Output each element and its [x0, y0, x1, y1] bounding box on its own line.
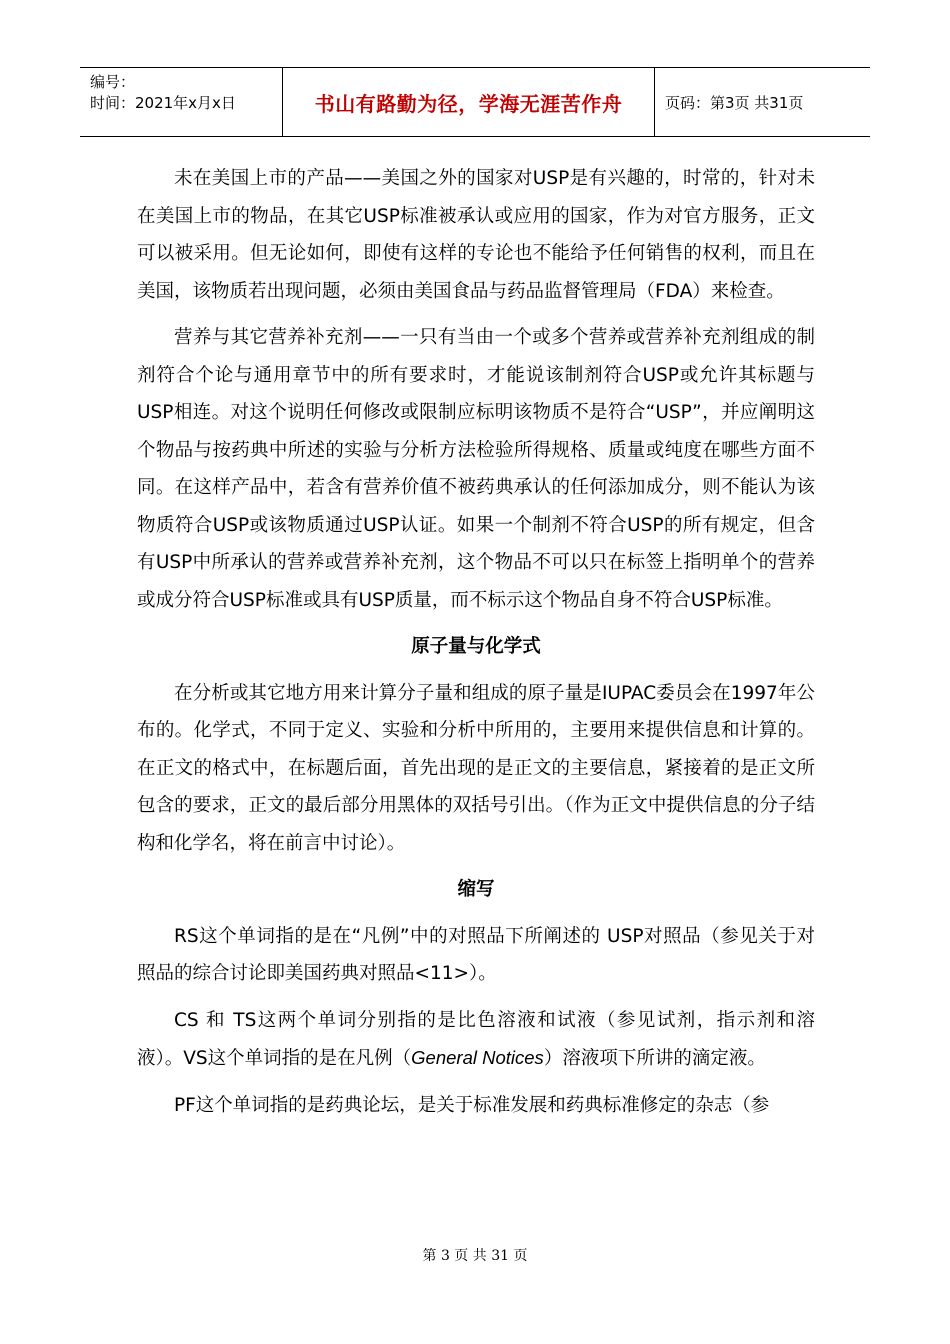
header-number: 编号： [90, 73, 136, 91]
section-title-atomic-weights: 原子量与化学式 [411, 636, 541, 657]
paragraph-rs: RS这个单词指的是在“凡例”中的对照品下所阐述的 USP对照品（参见关于对照品的综合讨论即美国药典对照品<11>）。 [137, 925, 815, 984]
header-meta [80, 68, 283, 136]
paragraph-pf: PF这个单词指的是药典论坛，是关于标准发展和药典标准修定的杂志（参 [174, 1094, 770, 1116]
paragraph-cs-ts-text-b: ）溶液项下所讲的滴定液。 [543, 1048, 766, 1069]
document-body [137, 160, 815, 1133]
paragraph-atomic-weights: 在分析或其它地方用来计算分子量和组成的原子量是IUPAC委员会在1997年公布的。化学式，不同于定义、实验和分析中所用的，主要用来提供信息和计算的。在正文的格式中，在标题后面，首先出现的是正文的主要信息，紧接着的是正文所包含的要求，正文的最后部分用黑体的双括号引出。（作为正文中提供信息的分子结构和化学名，将在前言中讨论）。 [137, 682, 815, 854]
paragraph-cs-ts-text-a: CS 和 TS这两个单词分别指的是比色溶液和试液（参见试剂，指示剂和溶液）。VS这个单词指的是在凡例（ [137, 1009, 815, 1069]
paragraph-not-marketed: 未在美国上市的产品——美国之外的国家对USP是有兴趣的，时常的，针对未在美国上市的物品，在其它USP标准被承认或应用的国家，作为对官方服务，正文可以被采用。但无论如何，即使有这样的专论也不能给予任何销售的权利，而且在美国，该物质若出现问题，必须由美国食品与药品监督管理局（FDA）来检查。 [137, 168, 815, 302]
header-motto: 书山有路勤为径，学海无涯苦作舟 [283, 68, 655, 136]
page-header [80, 67, 870, 137]
header-page-label: 页码：第3页 共31页 [665, 93, 804, 112]
general-notices-italic: General Notices [411, 1047, 544, 1068]
header-time: 时间：2021年x月x日 [90, 94, 236, 112]
page-footer: 第 3 页 共 31 页 [422, 1248, 528, 1264]
paragraph-cs-ts [137, 1002, 815, 1078]
paragraph-nutrition: 营养与其它营养补充剂——一只有当由一个或多个营养或营养补充剂组成的制剂符合个论与通用章节中的所有要求时，才能说该制剂符合USP或允许其标题与USP相连。对这个说明任何修改或限制应标明该物质不是符合“USP”，并应阐明这个物品与按药典中所述的实验与分析方法检验所得规格、质量或纯度在哪些方面不同。在这样产品中，若含有营养价值不被药典承认的任何添加成分，则不能认为该物质符合USP或该物质通过USP认证。如果一个制剂不符合USP的所有规定，但含有USP中所承认的营养或营养补充剂，这个物品不可以只在标签上指明单个的营养或成分符合USP标准或具有USP质量，而不标示这个物品自身不符合USP标准。 [137, 327, 815, 611]
section-title-abbreviations: 缩写 [457, 879, 495, 900]
